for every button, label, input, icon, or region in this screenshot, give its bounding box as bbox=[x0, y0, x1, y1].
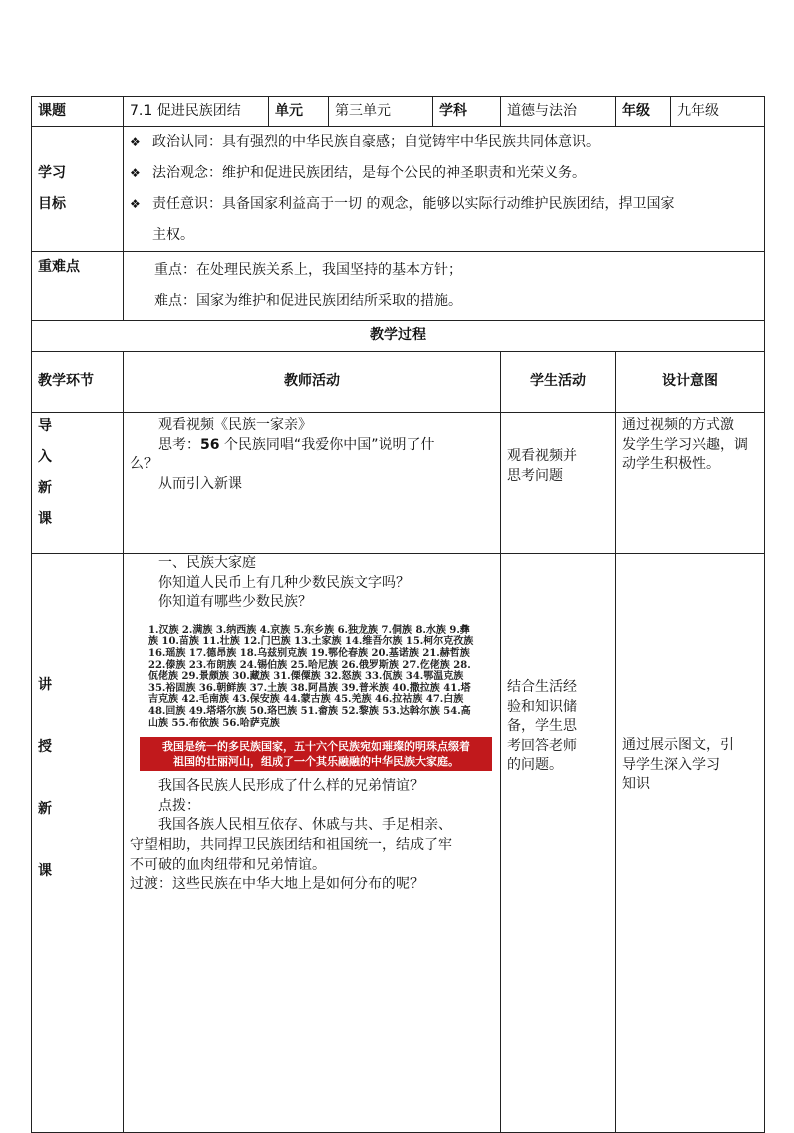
goals-label bbox=[32, 127, 124, 252]
goals-content bbox=[124, 127, 765, 252]
unit-label: 单元 bbox=[269, 97, 329, 127]
intro-design-intent: 通过视频的方式激 发学生学习兴趣，调 动学生积极性。 bbox=[616, 413, 765, 554]
goals-label-line1: 学习 bbox=[38, 165, 66, 181]
intro-stage: 导 入 新 课 bbox=[32, 413, 124, 554]
goal-item-continuation: 主权。 bbox=[152, 227, 194, 243]
lesson-plan-table bbox=[31, 96, 765, 1133]
key-point-line: 重点：在处理民族关系上，我国坚持的基本方针； bbox=[154, 262, 462, 278]
difficult-point-line: 难点：国家为维护和促进民族团结所采取的措施。 bbox=[154, 293, 462, 309]
process-header-row bbox=[32, 352, 765, 413]
process-title: 教学过程 bbox=[32, 321, 765, 352]
subject-label: 学科 bbox=[433, 97, 501, 127]
teach-row bbox=[32, 554, 765, 1133]
goal-item: ❖ 法治观念：维护和促进民族团结，是每个公民的神圣职责和光荣义务。 bbox=[130, 158, 758, 189]
goals-label-line2: 目标 bbox=[38, 196, 66, 212]
diamond-bullet-icon: ❖ bbox=[130, 135, 141, 149]
topic-value: 7.1 促进民族团结 bbox=[124, 97, 269, 127]
process-title-row bbox=[32, 321, 765, 352]
topic-label: 课题 bbox=[32, 97, 124, 127]
col-teacher-header: 教师活动 bbox=[124, 352, 501, 413]
col-student-header: 学生活动 bbox=[501, 352, 616, 413]
intro-row bbox=[32, 413, 765, 554]
grade-value: 九年级 bbox=[671, 97, 765, 127]
key-points-content bbox=[124, 252, 765, 321]
header-row bbox=[32, 97, 765, 127]
teach-design-intent: 通过展示图文，引 导学生深入学习 知识 bbox=[616, 554, 765, 1133]
teach-teacher-activity: 一、民族大家庭 你知道人民币上有几种少数民族文字吗？ 你知道有哪些少数民族？ 1.汉族 2.满族 3.纳西族 4.京族 5.东乡族 6.独龙族 7.侗族 8.水族 9.彝族 10.苗族 11.壮族 12.门巴族 13.土家族 14.维吾尔族 15.柯尔克孜族 16.瑶族 17.德昂族 18.乌兹别克族 19.鄂伦春族 20.基诺族 21.赫哲族 22.傣族 23.布朗族 24.锡伯族 25.哈尼族 26.俄罗斯族 27.仡佬族 28.佤佬族 29.景颇族 30.藏族 31.傈僳族 32.怒族 33.佤族 34.鄂温克族 35.裕固族 36.朝鲜族 37.土族 38.阿昌族 39.普米族 40.撒拉族 41.塔吉克族 42.毛南族 43.保安族 44.蒙古族 45.羌族 46.拉祜族 47.白族 48.回族 49.塔塔尔族 50.珞巴族 51.畲族 52.黎族 53.达斡尔族 54.高山族 55.布依族 56.哈萨克族 我国是统一的多民族国家，五十六个民族宛如璀璨的明珠点缀着 祖国的壮丽河山，组成了一个其乐融融的中华民族大家庭。 我国各民族人民形成了什么样的兄弟情谊？ 点拨： 我国各族人民相互依存、休戚与共、手足相亲、 守望相助，共同捍卫民族团结和祖国统一，结成了牢 不可破的血肉纽带和兄弟情谊。 过渡：这些民族在中华大地上是如何分布的呢？ bbox=[124, 554, 501, 1133]
diamond-bullet-icon: ❖ bbox=[130, 166, 141, 180]
intro-teacher-activity: 观看视频《民族一家亲》 思考：56 个民族同唱“我爱你中国”说明了什 么？ 从而引入新课 bbox=[124, 413, 501, 554]
teach-student-activity: 结合生活经 验和知识储 备，学生思 考回答老师 的问题。 bbox=[501, 554, 616, 1133]
key-points-row bbox=[32, 252, 765, 321]
col-stage-header: 教学环节 bbox=[32, 352, 124, 413]
subject-value: 道德与法治 bbox=[501, 97, 616, 127]
key-points-label: 重难点 bbox=[32, 252, 124, 321]
col-design-header: 设计意图 bbox=[616, 352, 765, 413]
goal-item: ❖ 责任意识：具备国家利益高于一切 的观念，能够以实际行动维护民族团结，捍卫国家 bbox=[130, 189, 758, 220]
diamond-bullet-icon: ❖ bbox=[130, 197, 141, 211]
goals-row bbox=[32, 127, 765, 252]
ethnic-groups-list-image: 1.汉族 2.满族 3.纳西族 4.京族 5.东乡族 6.独龙族 7.侗族 8.水族 9.彝族 10.苗族 11.壮族 12.门巴族 13.土家族 14.维吾尔族 15.柯尔克孜族 16.瑶族 17.德昂族 18.乌兹别克族 19.鄂伦春族 20.基诺族 21.赫哲族 22.傣族 23.布朗族 24.锡伯族 25.哈尼族 26.俄罗斯族 27.仡佬族 28.佤佬族 29.景颇族 30.藏族 31.傈僳族 32.怒族 33.佤族 34.鄂温克族 35.裕固族 36.朝鲜族 37.土族 38.阿昌族 39.普米族 40.撒拉族 41.塔吉克族 42.毛南族 43.保安族 44.蒙古族 45.羌族 46.拉祜族 47.白族 48.回族 49.塔塔尔族 50.珞巴族 51.畲族 52.黎族 53.达斡尔族 54.高山族 55.布依族 56.哈萨克族 bbox=[148, 624, 474, 729]
red-banner: 我国是统一的多民族国家，五十六个民族宛如璀璨的明珠点缀着 祖国的壮丽河山，组成了一个其乐融融的中华民族大家庭。 bbox=[140, 737, 492, 771]
goal-item: ❖ 政治认同：具有强烈的中华民族自豪感；自觉铸牢中华民族共同体意识。 bbox=[130, 127, 758, 158]
intro-student-activity: 观看视频并 思考问题 bbox=[501, 413, 616, 554]
teach-stage: 讲 授 新 课 bbox=[32, 554, 124, 1133]
grade-label: 年级 bbox=[616, 97, 671, 127]
unit-value: 第三单元 bbox=[329, 97, 433, 127]
